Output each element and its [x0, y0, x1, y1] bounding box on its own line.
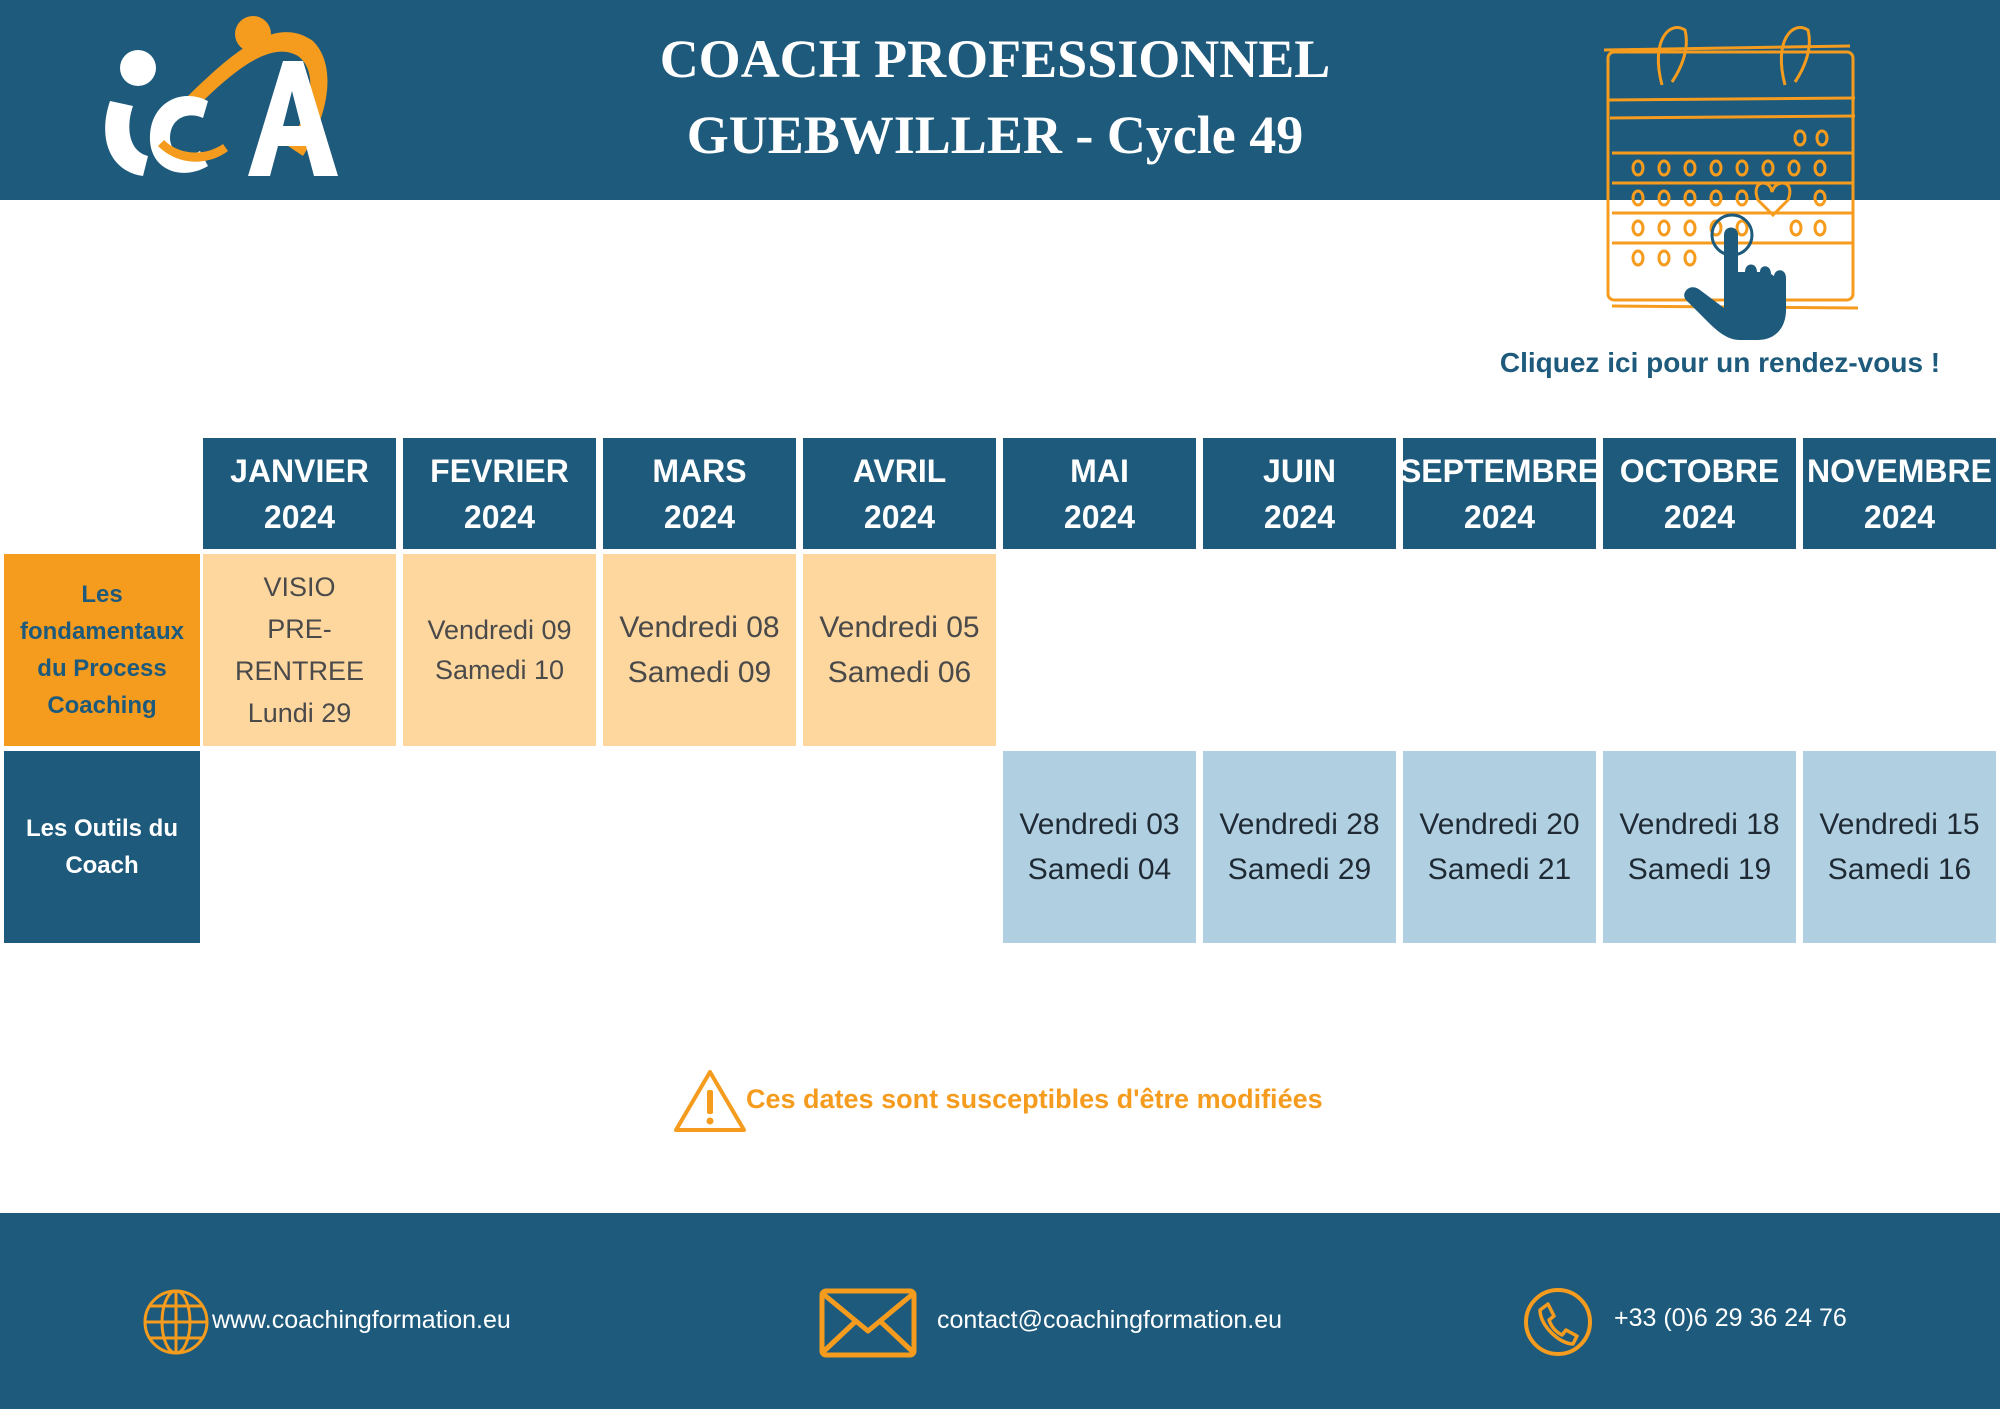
- warning-text: Ces dates sont susceptibles d'être modifiées: [746, 1084, 1323, 1114]
- month-year: 2024: [863, 498, 936, 535]
- row-label-outils: [4, 751, 200, 943]
- month-header: [603, 438, 796, 549]
- session-date-line: Samedi 19: [1627, 853, 1772, 886]
- row-label-line: fondamentaux: [19, 618, 184, 645]
- row-label-line: Coaching: [47, 692, 157, 719]
- month-year: 2024: [1263, 498, 1336, 535]
- session-cell: [1603, 751, 1796, 943]
- session-cell: [1003, 751, 1196, 943]
- session-date-line: Samedi 10: [434, 655, 565, 685]
- row-label-fondamentaux: [4, 554, 200, 746]
- envelope-icon: [818, 1287, 918, 1359]
- session-date-line: Samedi 09: [627, 656, 772, 689]
- month-year: 2024: [663, 498, 736, 535]
- month-name: MARS: [652, 452, 747, 489]
- month-year: 2024: [463, 498, 536, 535]
- session-date-line: VISIO: [263, 572, 336, 602]
- session-date-line: Vendredi 15: [1819, 808, 1980, 841]
- session-date-line: Vendredi 20: [1419, 808, 1580, 841]
- month-name: JANVIER: [230, 452, 369, 489]
- session-date-line: Vendredi 09: [427, 615, 572, 645]
- month-year: 2024: [1663, 498, 1736, 535]
- phone-number[interactable]: +33 (0)6 29 36 24 76: [1614, 1304, 1847, 1332]
- month-header: [1203, 438, 1396, 549]
- session-cell: [603, 554, 796, 746]
- session-date-line: PRE-RENTREE: [234, 614, 364, 686]
- footer-band: [0, 1213, 2000, 1409]
- session-cell: [803, 554, 996, 746]
- month-year: 2024: [1063, 498, 1136, 535]
- session-date-line: Samedi 04: [1027, 853, 1172, 886]
- page-title-line1: COACH PROFESSIONNEL: [659, 29, 1331, 89]
- row-label-line: Les: [81, 581, 123, 608]
- month-name: SEPTEMBRE: [1399, 452, 1600, 489]
- session-date-line: Vendredi 05: [819, 611, 980, 644]
- page-title-line2: GUEBWILLER - Cycle 49: [686, 105, 1304, 165]
- month-header: [1603, 438, 1796, 549]
- session-cell: [1203, 751, 1396, 943]
- warning-triangle-icon: [672, 1068, 748, 1134]
- session-date-line: Lundi 29: [247, 698, 352, 728]
- session-date-line: Samedi 16: [1827, 853, 1972, 886]
- appointment-link[interactable]: Cliquez ici pour un rendez-vous !: [1499, 347, 1941, 378]
- month-name: OCTOBRE: [1619, 452, 1780, 489]
- month-name: FEVRIER: [430, 452, 569, 489]
- session-cell: [1403, 751, 1596, 943]
- row-label-line: Coach: [65, 852, 139, 879]
- month-header: [1003, 438, 1196, 549]
- row-label-line: du Process: [37, 655, 167, 682]
- month-year: 2024: [263, 498, 336, 535]
- session-date-line: Samedi 21: [1427, 853, 1572, 886]
- month-header: [803, 438, 996, 549]
- session-date-line: Vendredi 28: [1219, 808, 1380, 841]
- month-name: NOVEMBRE: [1807, 452, 1992, 489]
- session-date-line: Vendredi 03: [1019, 808, 1180, 841]
- session-cell: [203, 554, 396, 746]
- session-date-line: Vendredi 18: [1619, 808, 1780, 841]
- month-header: [203, 438, 396, 549]
- month-name: JUIN: [1263, 452, 1336, 489]
- email-link[interactable]: contact@coachingformation.eu: [937, 1306, 1283, 1334]
- session-cell: [1803, 751, 1996, 943]
- session-date-line: Samedi 06: [827, 656, 972, 689]
- calendar-click-icon[interactable]: [1590, 10, 1870, 345]
- phone-icon: [1522, 1286, 1594, 1358]
- month-year: 2024: [1463, 498, 1536, 535]
- month-header: [1803, 438, 1996, 549]
- globe-icon: [142, 1288, 210, 1356]
- month-header: [1399, 438, 1600, 549]
- month-name: AVRIL: [852, 452, 947, 489]
- session-cell: [403, 554, 596, 746]
- session-date-line: Vendredi 08: [619, 611, 780, 644]
- month-header: [403, 438, 596, 549]
- ica-logo: [88, 6, 338, 186]
- session-date-line: Samedi 29: [1227, 853, 1372, 886]
- month-year: 2024: [1863, 498, 1936, 535]
- month-name: MAI: [1070, 452, 1129, 489]
- website-link[interactable]: www.coachingformation.eu: [212, 1306, 511, 1334]
- row-label-line: Les Outils du: [25, 815, 178, 842]
